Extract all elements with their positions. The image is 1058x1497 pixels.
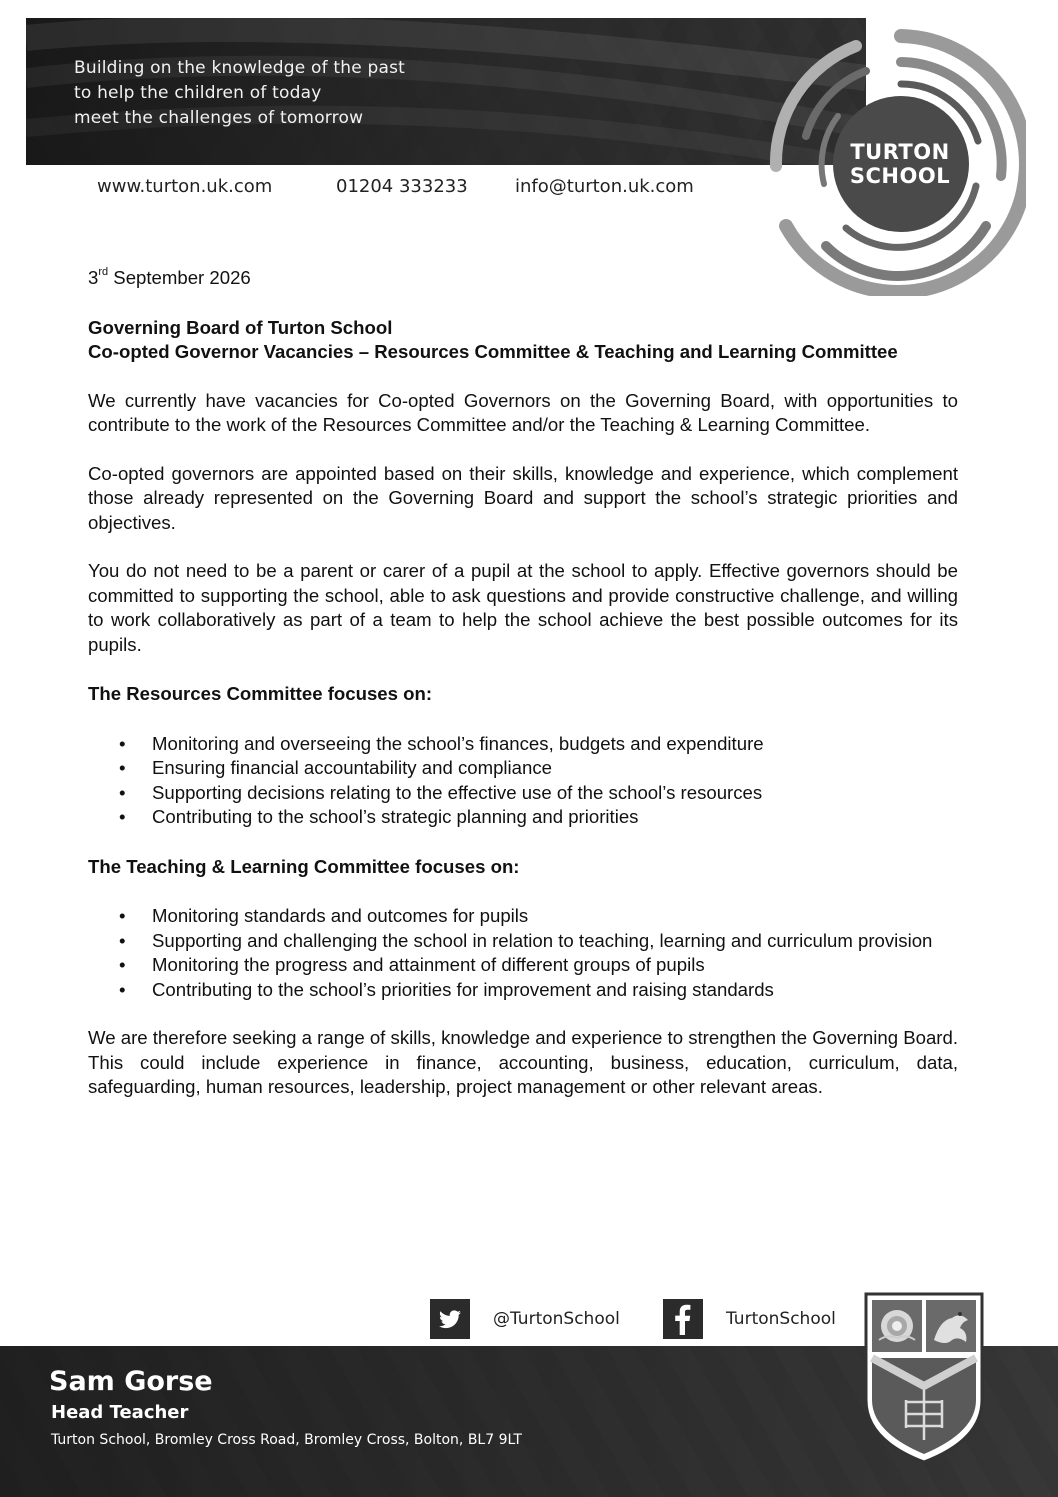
paragraph-skills: We are therefore seeking a range of skills, knowledge and experience to strengthen the Governing Board. This could include experience in finance, accounting, business, education, curriculum, data, safeguarding, human resources, leadership, project management or other relevant areas. — [88, 1027, 958, 1097]
teaching-learning-list — [88, 904, 958, 1002]
list-item: • Contributing to the school’s priorities for improvement and raising standards — [88, 978, 958, 1003]
logo-text-line-1: TURTON — [850, 140, 950, 164]
email-link[interactable]: info@turton.uk.com — [515, 176, 694, 197]
website-link[interactable]: www.turton.uk.com — [97, 176, 273, 197]
twitter-handle: @TurtonSchool — [493, 1309, 620, 1329]
letter-heading — [88, 316, 958, 365]
letter-date: 3rd September 2026 — [88, 265, 251, 288]
paragraph-intro: We currently have vacancies for Co-opted Governors on the Governing Board, with opportunities to contribute to the work of the Resources Committee and/or the Teaching & Learning Committee. — [88, 389, 958, 435]
logo-text-line-2: SCHOOL — [849, 164, 951, 188]
tagline-line-1: Building on the knowledge of the past — [74, 58, 406, 78]
tagline-line-3: meet the challenges of tomorrow — [74, 108, 364, 128]
phone-number: 01204 333233 — [336, 176, 468, 197]
twitter-bird-icon — [430, 1299, 470, 1339]
letter-body — [88, 266, 958, 1100]
facebook-name: TurtonSchool — [726, 1309, 836, 1329]
tagline — [74, 56, 405, 131]
resources-heading: The Resources Committee focuses on: — [88, 683, 433, 704]
tagline-line-2: to help the children of today — [74, 83, 322, 103]
teaching-learning-heading: The Teaching & Learning Committee focuses on: — [88, 855, 520, 877]
list-item: • Supporting and challenging the school in relation to teaching, learning and curriculum provision — [88, 929, 958, 954]
paragraph-coopted: Co-opted governors are appointed based on their skills, knowledge and experience, which complement those already represented on the Governing Board and support the school’s strategic priorities and objectives. — [88, 462, 958, 533]
logo-text — [840, 140, 960, 188]
signatory-name: Sam Gorse — [49, 1366, 213, 1397]
signatory-role: Head Teacher — [51, 1402, 189, 1423]
list-item: • Contributing to the school’s strategic planning and priorities — [88, 805, 958, 830]
facebook-f-icon — [663, 1299, 703, 1339]
heading-vacancies: Co-opted Governor Vacancies – Resources Committee & Teaching and Learning Committee — [88, 341, 898, 362]
list-item: • Monitoring standards and outcomes for pupils — [88, 904, 958, 929]
school-address: Turton School, Bromley Cross Road, Bromley Cross, Bolton, BL7 9LT — [51, 1432, 522, 1448]
list-item: • Monitoring the progress and attainment of different groups of pupils — [88, 953, 958, 978]
school-crest — [862, 1290, 986, 1466]
list-item: • Monitoring and overseeing the school’s finances, budgets and expenditure — [88, 732, 958, 757]
heading-board: Governing Board of Turton School — [88, 316, 393, 338]
list-item: • Supporting decisions relating to the effective use of the school’s resources — [88, 781, 958, 806]
list-item: • Ensuring financial accountability and compliance — [88, 756, 958, 781]
paragraph-eligibility: You do not need to be a parent or carer of a pupil at the school to apply. Effective governors should be committed to supporting the school, able to ask questions and provide constructive challenge, and willing to work collaboratively as part of a team to help the school achieve the best possible outcomes for its pupils. — [88, 560, 958, 655]
resources-list — [88, 732, 958, 830]
